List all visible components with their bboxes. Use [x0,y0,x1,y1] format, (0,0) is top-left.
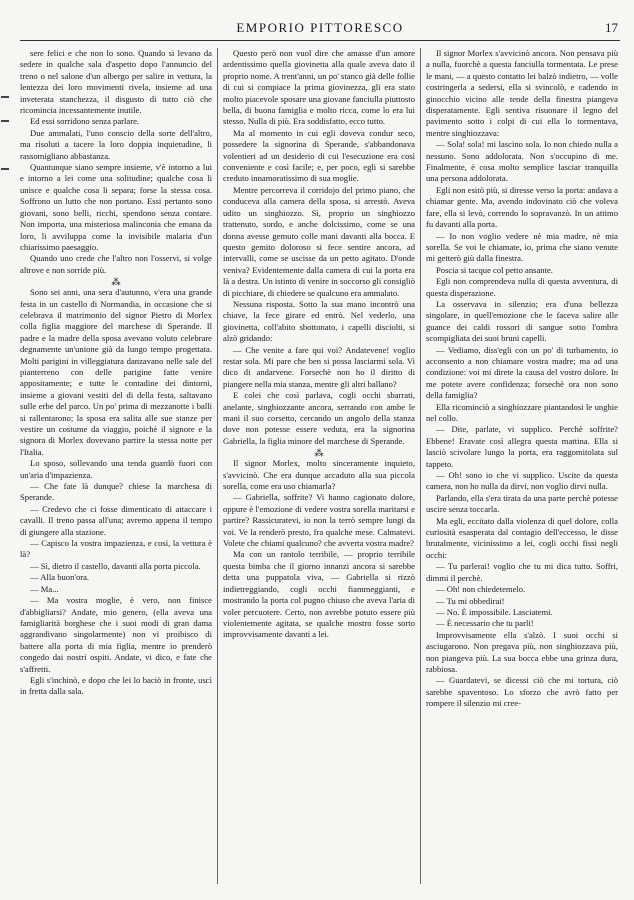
margin-mark [1,168,9,170]
paragraph: Il signor Morlex s'avvicinò ancora. Non pensava più a nulla, fuorchè a questa fanciulla tormentata. Le prese le mani, — a questo contatto lei balzò indietro, — volle costringerla a sedersi, ella si svincolò, e cadendo in ginocchio vicino alle tende della finestra piangeva disperatamente. Egli sentiva risuonare il legno del pavimento sotto i colpi di cui ella lo tormentava, mentre singhiozzava: [426,48,618,138]
column-divider [217,48,218,884]
paragraph: — Capisco la vostra impazienza, e così, la vettura è là? [20,538,212,560]
paragraph: Mentre percorreva il corridojo del primo piano, che conduceva alla camera della sposa, si arrestò. Aveva udito un singhiozzo. Sì, proprio un singhiozzo trattenuto, sordo, e anche dolcissimo, come se una donna avesse gemuto colle mani davanti alla bocca. E questo gemito doloroso si fece sentire ancora, ad intervalli, come se uscisse da un petto agitato. D'onde veniva? Evidentemente dalla camera di cui la porta era là a destra. Un istinto di venire in soccorso gli consigliò di picchiare, di chiedere se qualcuno era ammalato. [223,184,415,298]
paragraph: Ed essi sorridono senza parlare. [30,116,140,127]
paragraph: Egli non comprendeva nulla di questa avventura, di questa disperazione. [426,276,618,298]
page-number: 17 [605,20,618,35]
text-column-1 [20,48,212,698]
paragraph: — Io non voglio vedere nè mia madre, nè mia sorella. Se voi le chiamate, io, prima che siano venute mi getterò giù dalla finestra. [426,230,618,264]
paragraph: Quantunque siano sempre insieme, v'è intorno a lui e intorno a lei come una solitudine; qualche cosa li unisce e qualche cosa li separa; forse la stessa cosa. Soffrono un lutto che non portano. Essi pertanto sono giovani, sono belli, ricchi, spendono senza contare. Non importa, una misteriosa malinconia che emana da loro, li avviluppa come la invisibile malaria d'un chiarissimo paesaggio. [20,162,212,252]
paragraph: Due ammalati, l'uno conscio della sorte dell'altro, ma risoluti a tacere la loro doppia inquietudine, li rassomigliano abbastanza. [20,127,212,161]
paragraph: Nessuna risposta. Sotto la sua mano incontrò una chiave, la fece girare ed entrò. Nel vederlo, una giovinetta, coll'abito sbottonato, i capelli disciolti, si alzò gridando: [223,298,415,344]
paragraph: Il signor Morlex, molto sinceramente inquieto, s'avvicinò. Che era dunque accaduto alla sua piccola sorella, come era uso chiamarla? [223,458,415,492]
paragraph: Questo però non vuol dire che amasse d'un amore ardentissimo quella giovinetta alla quale aveva dato il proprio nome. A trent'anni, un po' stanco già delle follie di cui si compiace la prima giovinezza, gli era stato molto piacevole sposare una giovane fanciulla piuttosto bella, di buona famiglia e molto ricca, come lo era lui stesso. Nulla di più. Era soddisfatto, ecco tutto. [223,48,415,127]
margin-mark [1,96,9,98]
margin-mark [1,120,9,122]
paragraph: — Tu parlerai! voglio che tu mi dica tutto. Soffri, dimmi il perchè. [426,561,618,583]
paragraph: Egli non esitò più, si diresse verso la porta: andava a chiamar gente. Ma, avendo indovinato ciò che voleva fare, ella si levò, correndo lo sopravanzò. In un attimo fu davanti alla porta. [426,184,618,230]
paragraph: La osservava in silenzio; era d'una bellezza singolare, in quell'emozione che le faceva salire alle guance dei caldi rossori di sangue sotto l'ombra scompigliata dei suoi bruni capelli. [426,298,618,344]
header-rule [20,40,620,41]
paragraph: — Credevo che ci fosse dimenticato di attaccare i cavalli. Il treno passa all'una; avremo appena il tempo di giungere alla stazione. [20,503,212,537]
paragraph: — Guardatevi, se dicessi ciò che mi tortura, ciò sarebbe spaventoso. Lo sforzo che avrò fatto per rompere il silenzio mi cree- [426,675,618,709]
text-column-3 [426,48,618,710]
paragraph: — Gabriella, soffrite? Vi hanno cagionato dolore, oppure è l'emozione di vedere vostra sorella maritarsi e partire? Rassicuratevi, io non la terrò sempre lungi da voi. Ve la renderò presto, fra qualche mese. Calmatevi. Volete che chiami qualcuno? che avverta vostra madre? [223,492,415,549]
running-title: EMPORIO PITTORESCO [236,20,404,35]
paragraph: — Alla buon'ora. [30,572,90,583]
paragraph: — Tu mi obbedirai! [436,595,505,606]
paragraph: — È necessario che tu parli! [436,618,534,629]
paragraph: Egli s'inchinò, e dopo che lei lo baciò in fronte, uscì in fretta dalla sala. [20,674,212,697]
paragraph: Ma con un rantolo terribile, — proprio terribile questa bimba che il giorno innanzi ancora si sarebbe detta una puppatola viva, — Gabriella si rizzò indietreggiando, cogli occhi fiammeggianti, e mostrando la porta col pugno chiuso che aveva l'aria di voler percuotere. Certo, non avrebbe potuto essere più violentemente agitata, se qualche mostro fosse sorto improvvisamente davanti a lei. [223,549,415,640]
page-header [20,20,620,38]
paragraph: Ella ricominciò a singhiozzare piantandosi le unghie nel collo. [426,401,618,423]
section-separator: ⁂ [111,277,121,288]
paragraph: Parlando, ella s'era tirata da una parte perchè potesse uscire senza toccarla. [426,492,618,515]
paragraph: — Ma vostra moglie, è vero, non finisce d'abbigliarsi? Andate, mio genero, (ella aveva una famigliarità borghese che i suoi modi di gran dama aggrandivano singolarmente) non vi proibisco di battere alla porta di mia figlia, mentre io prenderò congedo dai nostri ospiti. Andate, vi dico, e fate che s'affretti. [20,595,212,674]
paragraph: — Dite, parlate, vi supplico. Perchè soffrite? Ebbene! Eravate così allegra questa mattina. Ella si lasciò scivolare lungo la porta, era raggomitolata sul tappeto. [426,424,618,469]
paragraph: Improvvisamente ella s'alzò. I suoi occhi si asciugarono. Non pregava più, non singhiozzava più, non piangeva più. La sua bocca ebbe una grinza dura, rabbiosa. [426,629,618,674]
text-column-2 [223,48,415,641]
paragraph: — Ma... [30,583,59,594]
paragraph: — Sì, dietro il castello, davanti alla porta piccola. [30,560,201,571]
paragraph: Sono sei anni, una sera d'autunno, v'era una grande festa in un castello di Normandia, in occasione che si celebrava il matrimonio del signor Pietro di Morlex colla figlia maggiore del marchese di Sperande. Il padre e la madre della sposa avevano voluto celebrare degnamente un'unione già da lungo tempo progettata. Molti parigini in villeggiatura danzavano nelle sale del pianterreno con delle parigine fatte venire appositamente; e tutte le contadine dei dintorni, insieme a giovani vestiti del di della festa, saltavano sulle erbe del parco. Un po' prima di mezzanotte i balli si rallentarono; la sposa era salita alle sue stanze per vestire un costume da viaggio, poichè il signore e la signora di Morlex dovevano partire la stessa notte per l'Italia. [20,287,212,457]
paragraph: E colei che così parlava, cogli occhi sbarrati, anelante, singhiozzante ancora, serrando con ambe le mani il suo corsetto, cercando un angolo della stanza dove non potesse essere veduta, era la signorina Gabriella, la figlia minore del marchese di Sperande. [223,390,415,446]
paragraph: — Oh! non chiedetemelo. [436,584,526,595]
paragraph: Ma egli, eccitato dalla violenza di quel dolore, colla curiosità esasperata dal contagio dell'eccesso, le disse brutalmente, vicinissimo a lei, cogli occhi fissi negli occhi: [426,515,618,560]
paragraph: — Che venite a fare qui voi? Andatevene! voglio restar sola. Mi pare che ben si possa lasciarmi sola. Vi dico di andarvene. Forsechè non ho il diritto di piangere nella mia stanza, mentre gli altri ballano? [223,344,415,389]
section-separator: ⁂ [314,448,324,459]
paragraph: Ma al momento in cui egli doveva condur seco, possedere la signorina di Sperande, s'abbandonava volentieri ad un desiderio di cui l'esecuzione era così conveniente e così facile; e, per poco, egli si sarebbe creduto innamoratissimo di sua moglie. [223,127,415,184]
paragraph: Poscia si tacque col petto ansante. [436,264,553,275]
paragraph: — No. È impossibile. Lasciatemi. [436,606,553,617]
paragraph: Quando uno crede che l'altro non l'osservi, si volge altrove e non sorride più. [20,253,212,275]
paragraph: Lo sposo, sollevando una tenda guardò fuori con un'aria d'impazienza. [20,458,212,480]
paragraph: — Vediamo, diss'egli con un po' di turbamento, io acconsento a non chiamare vostra madre; ma ad una condizione: voi mi direte la causa del vostro dolore. In me potete avere confidenza; forsechè ora non sono della famiglia? [426,344,618,401]
paragraph: — Sola! sola! mi lascino sola. Io non chiedo nulla a nessuno. Sono addolorata. Non s'occupino di me. Finalmente, è cosa molto semplice lasciar tranquilla una persona addolorata. [426,139,618,184]
column-divider [420,48,421,884]
paragraph: sere felici e che non lo sono. Quando si levano da sedere in qualche sala d'aspetto dopo l'annuncio del treno o nel salone d'un albergo per salire in vettura, la lentezza dei loro movimenti rivela, insieme ad una inveterata stanchezza, il disgusto di tutto ciò che ricomincia incessantemente inutile. [20,48,212,116]
paragraph: — Oh! sono io che vi supplico. Uscite da questa camera, non ho nulla da dirvi, non voglio dirvi nulla. [426,470,618,492]
paragraph: — Che fate là dunque? chiese la marchesa di Sperande. [20,481,212,503]
